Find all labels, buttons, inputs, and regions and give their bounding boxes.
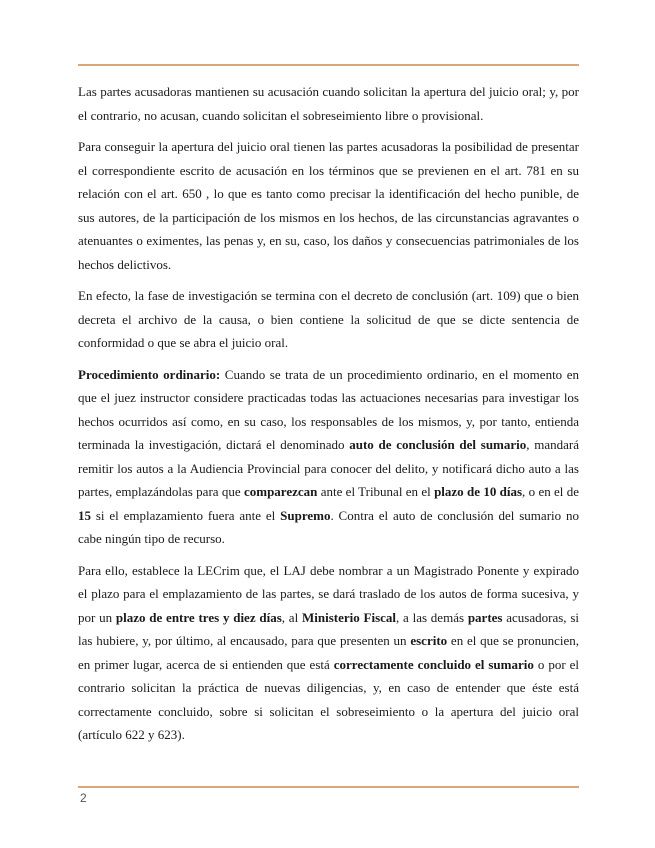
text-run: . Contra el auto de conclusión del sumario no cabe ningún tipo de recurso. [78, 507, 579, 546]
text-run: , al [281, 609, 302, 625]
paragraph-3 [78, 284, 579, 355]
footer-rule [78, 786, 579, 788]
text-run: Cuando se trata de un procedimiento ordinario, en el momento en que el juez instructor considere practicadas todas las actuaciones necesarias para investigar los hechos ocurridos así como, en su caso, los responsables de los mismos, y, por tanto, entienda terminada la investigación, dictará el denominado [78, 366, 579, 452]
text-run: Las partes acusadoras mantienen su acusación cuando solicitan la apertura del juicio oral; y, por el contrario, no acusan, cuando solicitan el sobreseimiento libre o provisional. [78, 84, 579, 123]
header-rule [78, 64, 579, 66]
text-run: , o en el de [522, 484, 580, 499]
bold-text-run: 15 [78, 507, 91, 523]
text-run: acusadoras, si las hubiere, y, por último, al encausado, para que presenten un [78, 609, 579, 648]
bold-text-run: plazo de 10 días [434, 484, 523, 499]
document-body [78, 80, 579, 755]
paragraph-5 [78, 559, 579, 747]
text-run: En efecto, la fase de investigación se termina con el decreto de conclusión (art. 109) que o bien decreta el archivo de la causa, o bien contiene la solicitud de que se dicte sentencia de conformidad o que se abra el juicio oral. [78, 288, 579, 350]
bold-text-run: partes [467, 609, 503, 625]
bold-text-run: Ministerio Fiscal [301, 609, 397, 625]
bold-text-run: auto de conclusión del sumario [349, 437, 527, 452]
text-run: , a las demás [396, 609, 468, 625]
bold-text-run: plazo de entre tres y diez días [115, 609, 282, 625]
paragraph-1 [78, 80, 579, 127]
text-run: si el emplazamiento fuera ante el [91, 507, 281, 523]
bold-text-run: correctamente concluido el sumario [333, 656, 534, 672]
paragraph-2 [78, 135, 579, 276]
text-run: , mandará remitir los autos a la Audiencia Provincial para conocer del delito, y notificará dicho auto a las partes, emplazándolas para que [78, 437, 579, 499]
bold-text-run: Supremo [280, 507, 331, 523]
bold-text-run: escrito [410, 633, 448, 648]
bold-text-run: comparezcan [243, 484, 318, 499]
bold-text-run: Procedimiento ordinario: [78, 366, 221, 382]
text-run: ante el Tribunal en el [317, 484, 435, 499]
text-run: o por el contrario solicitan la práctica de nuevas diligencias, y, en caso de entender que éste está correctamente concluido, sobre si solicitan el sobreseimiento o la apertura del juicio oral (artículo 622 y 623). [78, 656, 579, 742]
text-run: Para ello, establece la LECrim que, el LAJ debe nombrar a un Magistrado Ponente y expirado el plazo para el emplazamiento de las partes, se dará traslado de los autos de forma sucesiva, y por un [78, 562, 579, 625]
text-run: Para conseguir la apertura del juicio oral tienen las partes acusadoras la posibilidad de presentar el correspondiente escrito de acusación en los términos que se previenen en el art. 781 en su relación con el art. 650 , lo que es tanto como precisar la identificación del hecho punible, de sus autores, de la participación de los mismos en los hechos, de las circunstancias agravantes o atenuantes o eximentes, las penas y, en su, caso, los daños y consecuencias patrimoniales de los hechos delictivos. [78, 139, 579, 272]
text-run: en el que se pronuncien, en primer lugar, acerca de si entienden que está [78, 633, 580, 672]
page-number: 2 [80, 791, 87, 805]
paragraph-4 [78, 363, 579, 551]
